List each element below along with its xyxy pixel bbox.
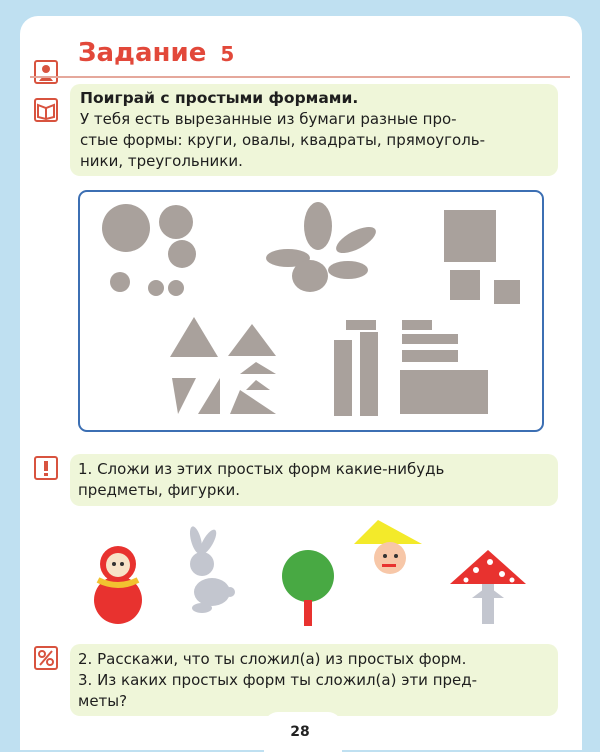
tree-figure: [282, 550, 334, 626]
triangle: [230, 390, 276, 414]
example-figures: [78, 520, 558, 630]
rectangle: [402, 334, 458, 344]
triangle: [240, 362, 276, 374]
medium-circle: [159, 205, 193, 239]
book-icon: [34, 98, 58, 122]
mushroom-figure: [450, 550, 526, 624]
rectangle: [402, 320, 432, 330]
triangle: [246, 380, 270, 390]
triangle: [172, 378, 196, 414]
question-1-panel: [70, 454, 558, 506]
matryoshka-figure: [94, 546, 142, 624]
rectangle: [346, 320, 376, 330]
page-number: [0, 724, 600, 740]
small-circle: [148, 280, 164, 296]
rectangle: [402, 350, 458, 362]
small-square: [494, 280, 520, 304]
small-circle: [110, 272, 130, 292]
title-divider: [30, 76, 570, 78]
page-number-text: 28: [290, 724, 310, 740]
task-title: [78, 38, 234, 68]
shapes-frame: [78, 190, 544, 432]
question-3-line-2: меты?: [78, 692, 128, 710]
triangle: [170, 317, 218, 357]
oval: [328, 261, 368, 279]
rectangle: [334, 340, 352, 416]
question-1-line-1: 1. Сложи из этих простых форм какие-нибудь: [78, 460, 445, 478]
question-1-line-2: предметы, фигурки.: [78, 481, 241, 499]
intro-panel: [70, 84, 558, 176]
big-square: [444, 210, 496, 262]
task-title-label: Задание: [78, 38, 207, 68]
medium-circle: [168, 240, 196, 268]
medium-square: [450, 270, 480, 300]
intro-line-3: ники, треугольники.: [80, 152, 243, 170]
person-icon: [34, 60, 58, 84]
question-2-panel: [70, 644, 558, 716]
exclamation-icon: [34, 456, 58, 480]
small-circle: [168, 280, 184, 296]
intro-line-1: У тебя есть вырезанные из бумаги разные про-: [80, 110, 457, 128]
oval: [304, 202, 332, 250]
triangle: [228, 324, 276, 356]
oval: [332, 222, 379, 259]
triangle: [198, 378, 220, 414]
intro-heading: Поиграй с простыми формами.: [80, 89, 359, 107]
rabbit-figure: [188, 525, 235, 613]
rectangle: [360, 332, 378, 416]
oval: [292, 260, 328, 292]
question-2-line-1: 2. Расскажи, что ты сложил(а) из простых форм.: [78, 650, 467, 668]
question-3-line-1: 3. Из каких простых форм ты сложил(а) эти пред-: [78, 671, 478, 689]
big-circle: [102, 204, 150, 252]
intro-line-2: стые формы: круги, овалы, квадраты, прямоуголь-: [80, 131, 486, 149]
boy-figure: [354, 520, 422, 574]
task-number: 5: [220, 42, 235, 66]
percent-icon: [34, 646, 58, 670]
rectangle: [400, 370, 488, 414]
